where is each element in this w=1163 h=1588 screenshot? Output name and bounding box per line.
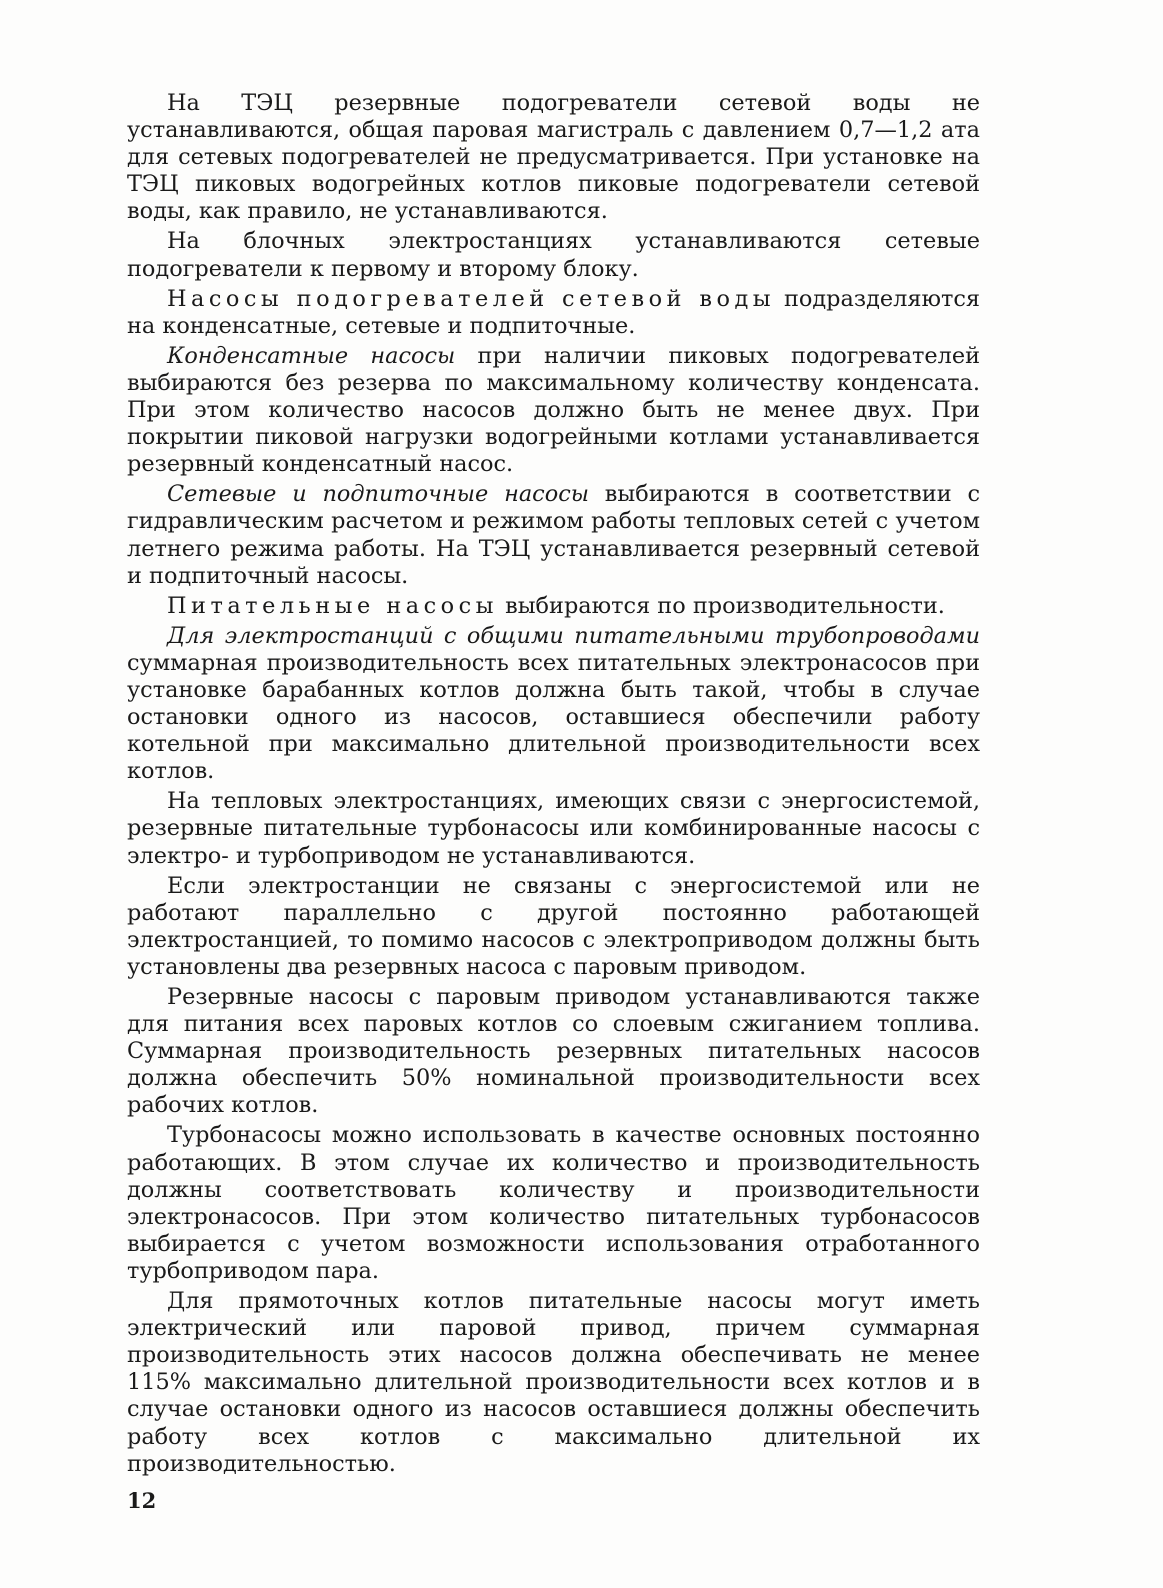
- paragraph-network-makeup-pumps: [127, 481, 980, 589]
- paragraph-lead-italic: Для электростанций с общими питательными трубопроводами: [167, 622, 980, 649]
- paragraph-condensate-pumps: [127, 343, 980, 478]
- paragraph-body: На блочных электростанциях устанавливаются сетевые подогреватели к первому и второму блоку.: [127, 228, 980, 282]
- paragraph-body: выбираются в соответствии с гидравлическим расчетом и режимом работы тепловых сетей с учетом летнего режима работы. На ТЭЦ устанавливается резервный сетевой и подпиточный насосы.: [127, 481, 980, 589]
- paragraph-body: при наличии пиковых подогревателей выбираются без резерва по максимальному количеству конденсата. При этом количество насосов должно быть не менее двух. При покрытии пиковой нагрузки водогрейными котлами устанавливается резервный конденсатный насос.: [127, 342, 980, 478]
- paragraph-chp-reserve-heaters: [127, 90, 980, 225]
- paragraph-body: Турбонасосы можно использовать в качестве основных постоянно работающих. В этом случае их количество и производительность должны соответствовать количеству и производительности электронасосов. При этом количество питательных турбонасосов выбирается с учетом возможности использования отработанного турбоприводом пара.: [127, 1122, 980, 1284]
- paragraph-lead-spaced: Насосы подогревателей сетевой воды: [167, 285, 776, 312]
- paragraph-body: подразделяются на конденсатные, сетевые и подпиточные.: [127, 285, 980, 339]
- paragraph-turbopumps: [127, 1122, 980, 1285]
- text-column: [127, 90, 980, 1478]
- paragraph-body: суммарная производительность всех питательных электронасосов при установке барабанных котлов должна быть такой, чтобы в случае остановки одного из насосов, оставшиеся обеспечили работу котельной при максимально длительной производительности всех котлов.: [127, 649, 980, 785]
- paragraph-body: Для прямоточных котлов питательные насосы могут иметь электрический или паровой привод, причем суммарная производительность этих насосов должна обеспечивать не менее 115% максимально длительной производительности всех котлов и в случае остановки одного из насосов оставшиеся должны обеспечить работу всех котлов с максимально длительной их производительностью.: [127, 1288, 980, 1477]
- paragraph-heater-pumps: [127, 286, 980, 340]
- paragraph-body: выбираются по производительности.: [498, 592, 945, 619]
- paragraph-common-pipelines: [127, 623, 980, 786]
- paragraph-feed-pumps: [127, 593, 980, 620]
- paragraph-body: Резервные насосы с паровым приводом устанавливаются также для питания всех паровых котлов со слоевым сжиганием топлива. Суммарная производительность резервных питательных насосов должна обеспечить 50% номинальной производительности всех рабочих котлов.: [127, 984, 980, 1119]
- paragraph-body: На ТЭЦ резервные подогреватели сетевой воды не устанавливаются, общая паровая магистраль с давлением 0,7—1,2 ата для сетевых подогревателей не предусматривается. При установке на ТЭЦ пиковых водогрейных котлов пиковые подогреватели сетевой воды, как правило, не устанавливаются.: [127, 90, 980, 225]
- paragraph-body: На тепловых электростанциях, имеющих связи с энергосистемой, резервные питательные турбонасосы или комбинированные насосы с электро- и турбоприводом не устанавливаются.: [127, 788, 980, 869]
- paragraph-isolated-stations: [127, 873, 980, 981]
- paragraph-block-stations: [127, 228, 980, 282]
- paragraph-steam-driven-reserve: [127, 984, 980, 1119]
- paragraph-once-through-boilers: [127, 1288, 980, 1478]
- paragraph-lead-spaced: Питательные насосы: [167, 592, 499, 619]
- paragraph-lead-italic: Сетевые и подпиточные насосы: [167, 481, 589, 508]
- paragraph-lead-italic: Конденсатные насосы: [167, 342, 456, 369]
- page-number: 12: [127, 1488, 157, 1513]
- paragraph-grid-connected: [127, 788, 980, 869]
- paragraph-body: Если электростанции не связаны с энергосистемой или не работают параллельно с другой постоянно работающей электростанцией, то помимо насосов с электроприводом должны быть установлены два резервных насоса с паровым приводом.: [127, 872, 980, 980]
